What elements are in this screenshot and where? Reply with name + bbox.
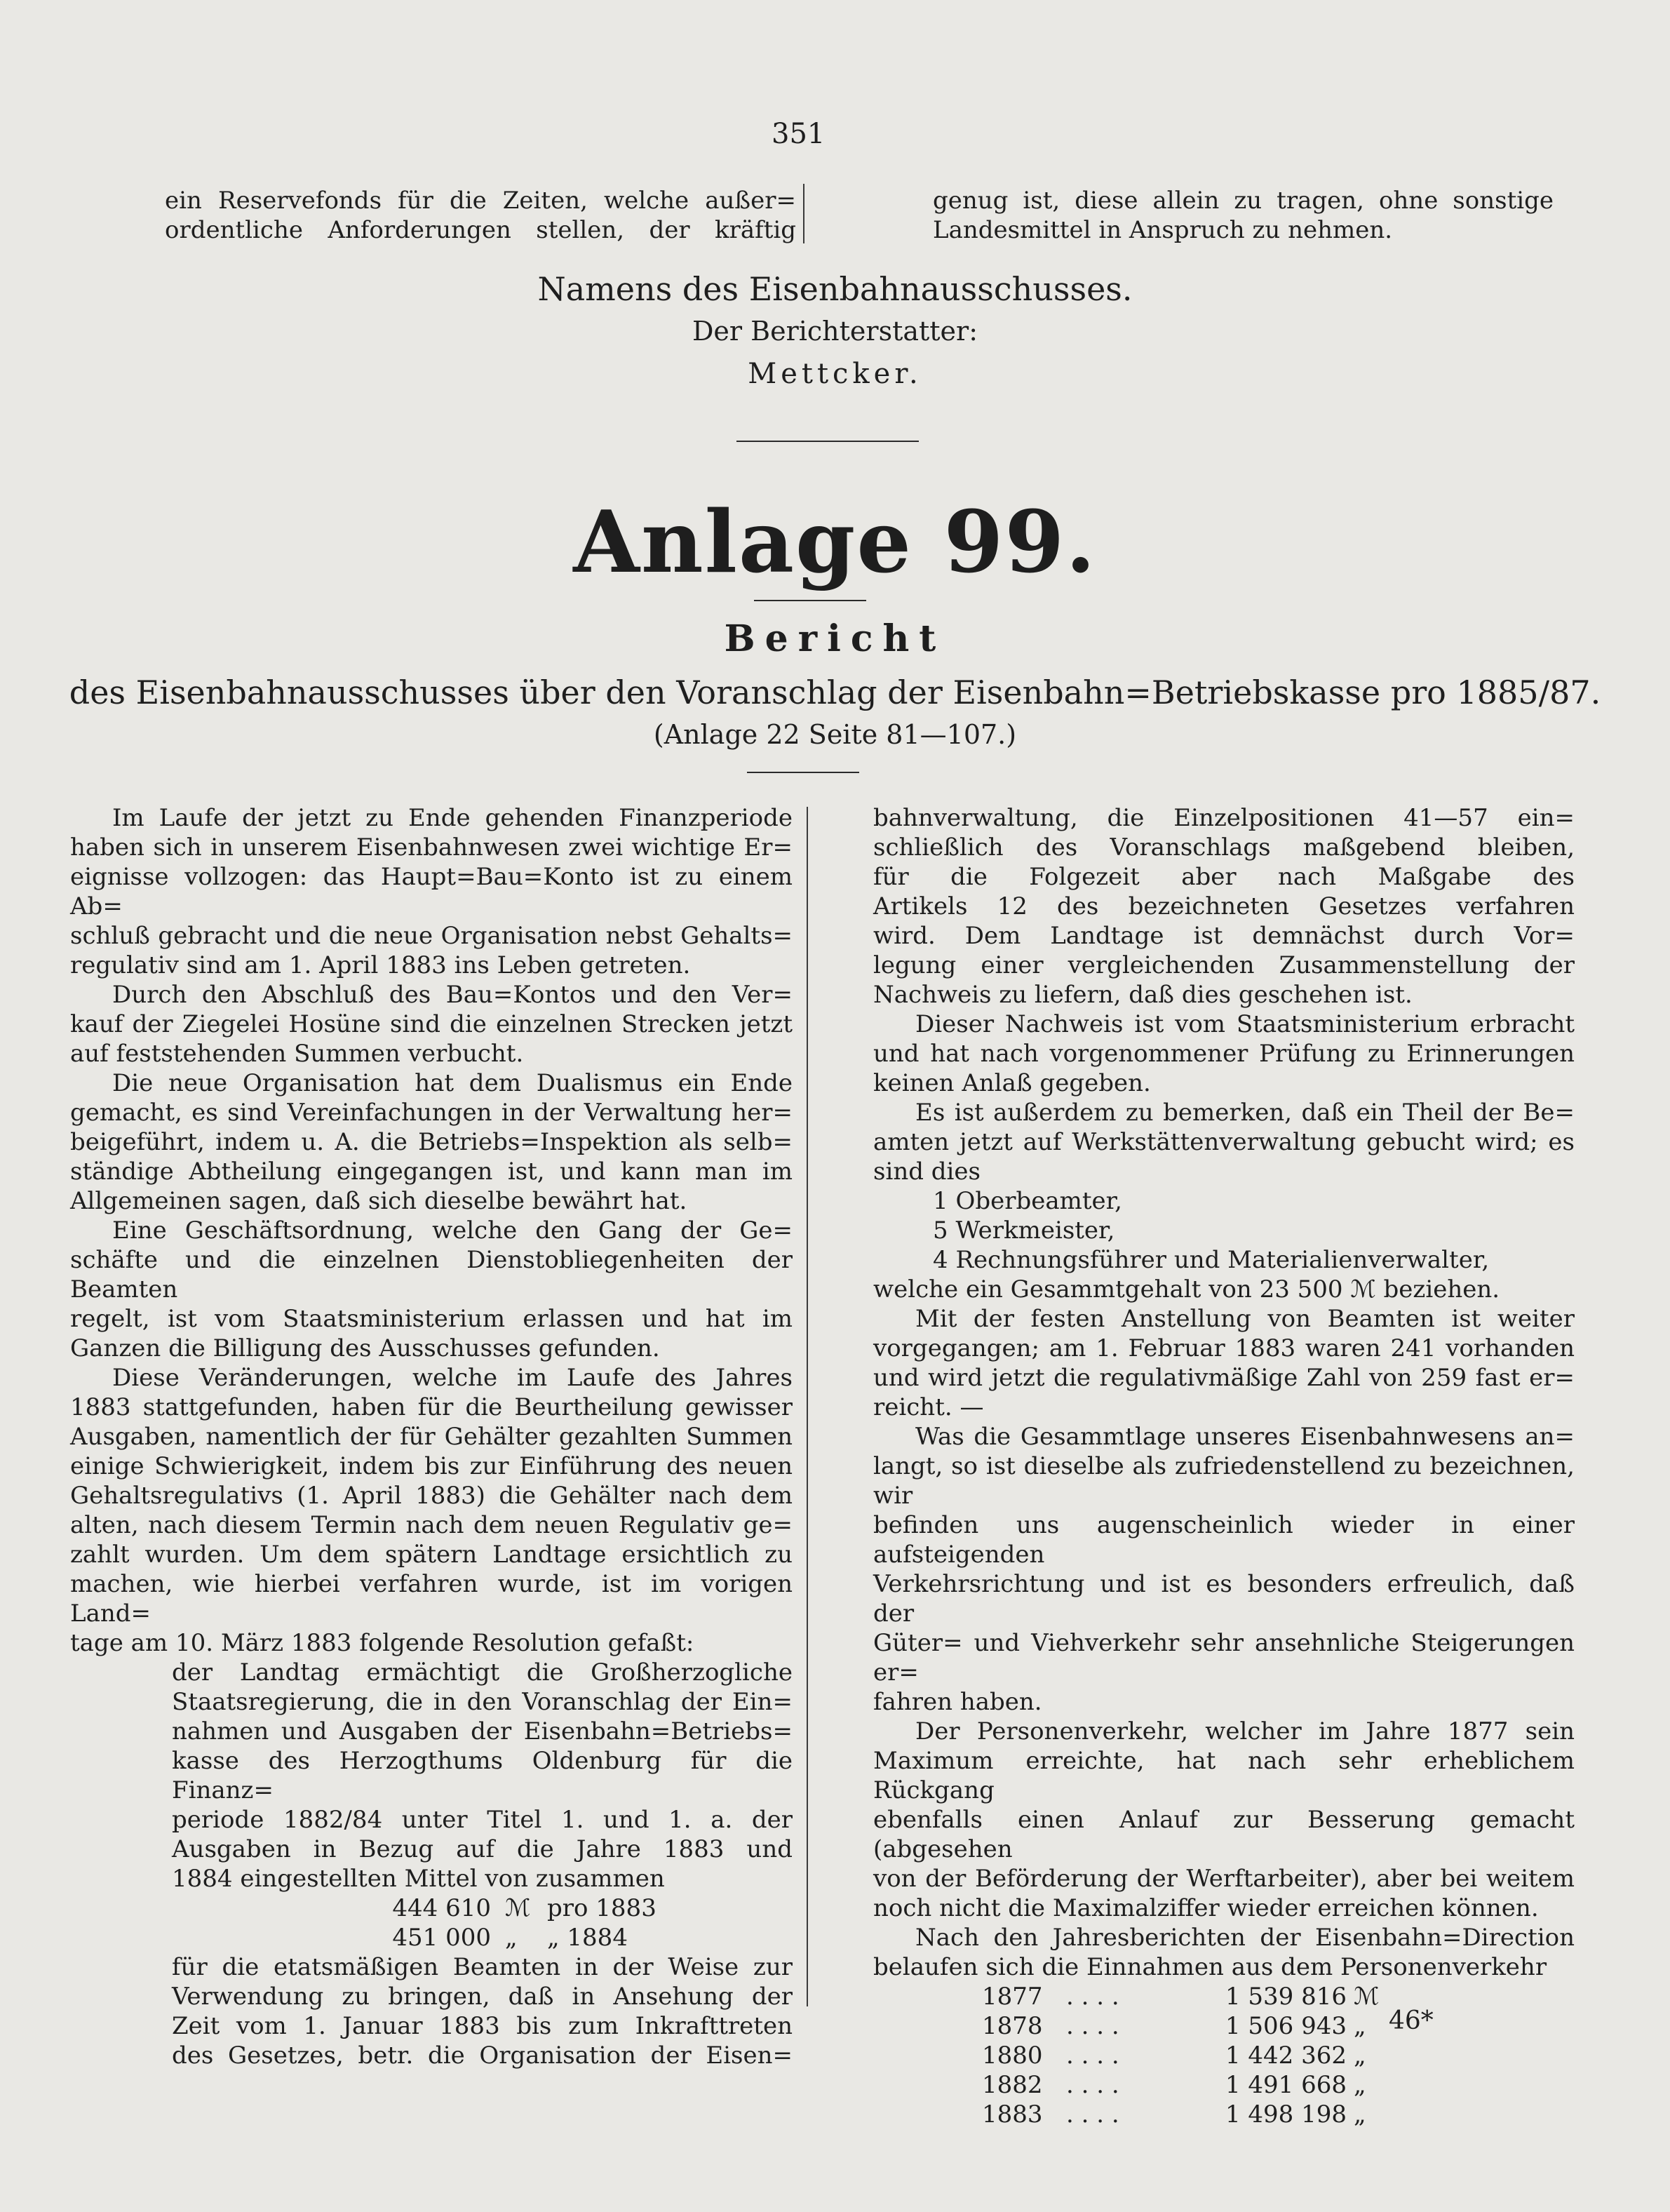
right-column — [873, 803, 1575, 2129]
text-line: Landesmittel in Anspruch zu nehmen. — [933, 216, 1393, 244]
top-left-block — [165, 186, 796, 245]
text-line: bahnverwaltung, die Einzelpositionen 41—57 ein= — [873, 804, 1575, 832]
text-line: amten jetzt auf Werkstättenverwaltung gebucht wird; es — [873, 1128, 1575, 1156]
text-line: Verwendung zu bringen, daß in Ansehung der — [172, 1983, 793, 2011]
staff-item: 5 Werkmeister, — [933, 1216, 1115, 1245]
revenue-unit: „ — [1354, 2012, 1366, 2040]
amount-unit: ℳ — [505, 1894, 531, 1922]
text-line: sind dies — [873, 1158, 981, 1186]
text-line: beigeführt, indem u. A. die Betriebs=Inspektion als selb= — [70, 1128, 793, 1156]
text-line: ebenfalls einen Anlauf zur Besserung gemacht (abgesehen — [873, 1806, 1575, 1863]
text-line: für die Folgezeit aber nach Maßgabe des — [873, 863, 1575, 891]
text-line: ein Reservefonds für die Zeiten, welche außer= — [165, 187, 796, 215]
revenue-value: 1 491 668 — [1225, 2071, 1347, 2099]
text-line: legung einer vergleichenden Zusammenstellung der — [873, 951, 1575, 979]
text-line: Durch den Abschluß des Bau=Kontos und den Ver= — [112, 981, 793, 1009]
revenue-row — [873, 1982, 1575, 2011]
amount-row — [70, 1923, 793, 1952]
revenue-value: 1 442 362 — [1225, 2042, 1347, 2070]
text-line: auf feststehenden Summen verbucht. — [70, 1040, 524, 1068]
top-right-block — [933, 186, 1554, 245]
revenue-value: 1 539 816 — [1225, 1983, 1347, 2011]
text-line: periode 1882/84 unter Titel 1. und 1. a. der — [172, 1806, 793, 1834]
text-line: Nach den Jahresberichten der Eisenbahn=Direction — [915, 1924, 1575, 1952]
amount-label: pro 1883 — [547, 1894, 656, 1922]
signature-mark: 46* — [1389, 2006, 1434, 2035]
text-line: Diese Veränderungen, welche im Laufe des Jahres — [112, 1364, 793, 1392]
staff-item: 1 Oberbeamter, — [933, 1187, 1122, 1215]
text-line: schließlich des Voranschlags maßgebend bleiben, — [873, 833, 1575, 862]
text-line: Der Personenverkehr, welcher im Jahre 1877 sein — [915, 1717, 1575, 1745]
page-number: 351 — [772, 118, 826, 150]
text-line: Die neue Organisation hat dem Dualismus ein Ende — [112, 1069, 793, 1097]
text-line: für die etatsmäßigen Beamten in der Weise zur — [172, 1953, 793, 1981]
section-rule — [736, 441, 919, 442]
text-line: zahlt wurden. Um dem spätern Landtage ersichtlich zu — [70, 1541, 793, 1569]
text-line: genug ist, diese allein zu tragen, ohne sonstige — [933, 187, 1554, 215]
text-line: Zeit vom 1. Januar 1883 bis zum Inkrafttreten — [172, 2012, 793, 2040]
left-column — [70, 803, 793, 2070]
text-line: und hat nach vorgenommener Prüfung zu Erinnerungen — [873, 1040, 1575, 1068]
revenue-unit: „ — [1354, 2042, 1366, 2070]
heading-rule — [747, 772, 859, 773]
text-line: reicht. — — [873, 1393, 984, 1421]
revenue-year: 1878 — [982, 2012, 1043, 2040]
text-line: schäfte und die einzelnen Dienstobliegenheiten der Beamten — [70, 1246, 793, 1303]
revenue-row — [873, 2100, 1575, 2129]
text-line: Ausgaben, namentlich der für Gehälter gezahlten Summen — [70, 1423, 793, 1451]
column-divider — [807, 807, 808, 2006]
revenue-dots: . . . . — [1066, 1983, 1119, 2011]
text-line: Allgemeinen sagen, daß sich dieselbe bewährt hat. — [70, 1187, 687, 1215]
text-line: langt, so ist dieselbe als zufriedenstellend zu bezeichnen, wir — [873, 1452, 1575, 1510]
title-rule — [754, 600, 866, 601]
reporter-label: Der Berichterstatter: — [692, 316, 978, 347]
text-line: 1883 stattgefunden, haben für die Beurtheilung gewisser — [70, 1393, 793, 1421]
text-line: ordentliche Anforderungen stellen, der kräftig — [165, 216, 796, 244]
text-line: tage am 10. März 1883 folgende Resolution gefaßt: — [70, 1629, 694, 1657]
amount-value: 451 000 — [392, 1924, 491, 1952]
text-line: Maximum erreichte, hat nach sehr erheblichem Rückgang — [873, 1747, 1575, 1804]
reporter-name: Mettcker. — [748, 358, 922, 390]
revenue-unit: „ — [1354, 2071, 1366, 2099]
text-line: Es ist außerdem zu bemerken, daß ein Theil der Be= — [915, 1099, 1575, 1127]
text-line: befinden uns augenscheinlich wieder in einer aufsteigenden — [873, 1511, 1575, 1569]
text-line: nahmen und Ausgaben der Eisenbahn=Betriebs= — [172, 1717, 793, 1745]
text-line: Artikels 12 des bezeichneten Gesetzes verfahren — [873, 892, 1575, 920]
report-heading: Bericht — [724, 617, 946, 660]
text-line: Ausgaben in Bezug auf die Jahre 1883 und — [172, 1835, 793, 1863]
text-line: machen, wie hierbei verfahren wurde, ist im vorigen Land= — [70, 1570, 793, 1628]
text-line: Was die Gesammtlage unseres Eisenbahnwesens an= — [915, 1423, 1575, 1451]
text-line: fahren haben. — [873, 1688, 1042, 1716]
text-line: der Landtag ermächtigt die Großherzogliche — [172, 1658, 793, 1687]
text-line: kauf der Ziegelei Hosüne sind die einzelnen Strecken jetzt — [70, 1010, 793, 1038]
revenue-row — [873, 2070, 1575, 2100]
amount-row — [70, 1893, 793, 1923]
text-line: eignisse vollzogen: das Haupt=Bau=Konto ist zu einem Ab= — [70, 863, 793, 920]
text-line: Dieser Nachweis ist vom Staatsministerium erbracht — [915, 1010, 1575, 1038]
text-line: belaufen sich die Einnahmen aus dem Personenverkehr — [873, 1953, 1547, 1981]
text-line: Staatsregierung, die in den Voranschlag der Ein= — [172, 1688, 793, 1716]
revenue-unit: ℳ — [1354, 1983, 1380, 2011]
appendix-title: Anlage 99. — [573, 491, 1097, 592]
text-line: vorgegangen; am 1. Februar 1883 waren 241 vorhanden — [873, 1334, 1575, 1362]
text-line: Güter= und Viehverkehr sehr ansehnliche Steigerungen er= — [873, 1629, 1575, 1687]
text-line: einige Schwierigkeit, indem bis zur Einführung des neuen — [70, 1452, 793, 1480]
text-line: schluß gebracht und die neue Organisation nebst Gehalts= — [70, 922, 793, 950]
text-line: regelt, ist vom Staatsministerium erlassen und hat im — [70, 1305, 793, 1333]
committee-name: Namens des Eisenbahnausschusses. — [537, 270, 1133, 308]
amount-unit: „ — [505, 1924, 518, 1952]
text-line: Im Laufe der jetzt zu Ende gehenden Finanzperiode — [112, 804, 793, 832]
revenue-dots: . . . . — [1066, 2100, 1119, 2129]
revenue-year: 1883 — [982, 2100, 1043, 2129]
text-line: Mit der festen Anstellung von Beamten ist weiter — [915, 1305, 1575, 1333]
text-line: ständige Abtheilung eingegangen ist, und kann man im — [70, 1158, 793, 1186]
text-line: wird. Dem Landtage ist demnächst durch Vor= — [873, 922, 1575, 950]
text-line: haben sich in unserem Eisenbahnwesen zwei wichtige Er= — [70, 833, 793, 862]
revenue-value: 1 498 198 — [1225, 2100, 1347, 2129]
text-line: keinen Anlaß gegeben. — [873, 1069, 1151, 1097]
report-reference: (Anlage 22 Seite 81—107.) — [653, 719, 1017, 750]
revenue-year: 1880 — [982, 2042, 1043, 2070]
revenue-unit: „ — [1354, 2100, 1366, 2129]
text-line: Ganzen die Billigung des Ausschusses gefunden. — [70, 1334, 660, 1362]
text-line: welche ein Gesammtgehalt von 23 500 ℳ beziehen. — [873, 1275, 1500, 1303]
text-line: Nachweis zu liefern, daß dies geschehen ist. — [873, 981, 1413, 1009]
revenue-dots: . . . . — [1066, 2071, 1119, 2099]
revenue-year: 1877 — [982, 1983, 1043, 2011]
text-line: alten, nach diesem Termin nach dem neuen Regulativ ge= — [70, 1511, 793, 1539]
text-line: 1884 eingestellten Mittel von zusammen — [172, 1865, 665, 1893]
text-line: kasse des Herzogthums Oldenburg für die Finanz= — [172, 1747, 793, 1804]
revenue-dots: . . . . — [1066, 2012, 1119, 2040]
revenue-year: 1882 — [982, 2071, 1043, 2099]
text-line: von der Beförderung der Werftarbeiter), aber bei weitem — [873, 1865, 1575, 1893]
revenue-row — [873, 2041, 1575, 2070]
report-subtitle: des Eisenbahnausschusses über den Voranschlag der Eisenbahn=Betriebskasse pro 1885/87. — [69, 673, 1601, 711]
column-divider-top — [803, 184, 804, 243]
text-line: regulativ sind am 1. April 1883 ins Leben getreten. — [70, 951, 691, 979]
revenue-row — [873, 2011, 1575, 2041]
text-line: und wird jetzt die regulativmäßige Zahl von 259 fast er= — [873, 1364, 1575, 1392]
text-line: Eine Geschäftsordnung, welche den Gang der Ge= — [112, 1216, 793, 1245]
text-line: gemacht, es sind Vereinfachungen in der Verwaltung her= — [70, 1099, 793, 1127]
amount-value: 444 610 — [392, 1894, 491, 1922]
amount-label: „ 1884 — [547, 1924, 628, 1952]
revenue-value: 1 506 943 — [1225, 2012, 1347, 2040]
text-line: noch nicht die Maximalziffer wieder erreichen können. — [873, 1894, 1539, 1922]
text-line: des Gesetzes, betr. die Organisation der Eisen= — [172, 2042, 793, 2070]
text-line: Verkehrsrichtung und ist es besonders erfreulich, daß der — [873, 1570, 1575, 1628]
text-line: Gehaltsregulativs (1. April 1883) die Gehälter nach dem — [70, 1482, 793, 1510]
staff-item: 4 Rechnungsführer und Materialienverwalter, — [933, 1246, 1490, 1274]
revenue-dots: . . . . — [1066, 2042, 1119, 2070]
